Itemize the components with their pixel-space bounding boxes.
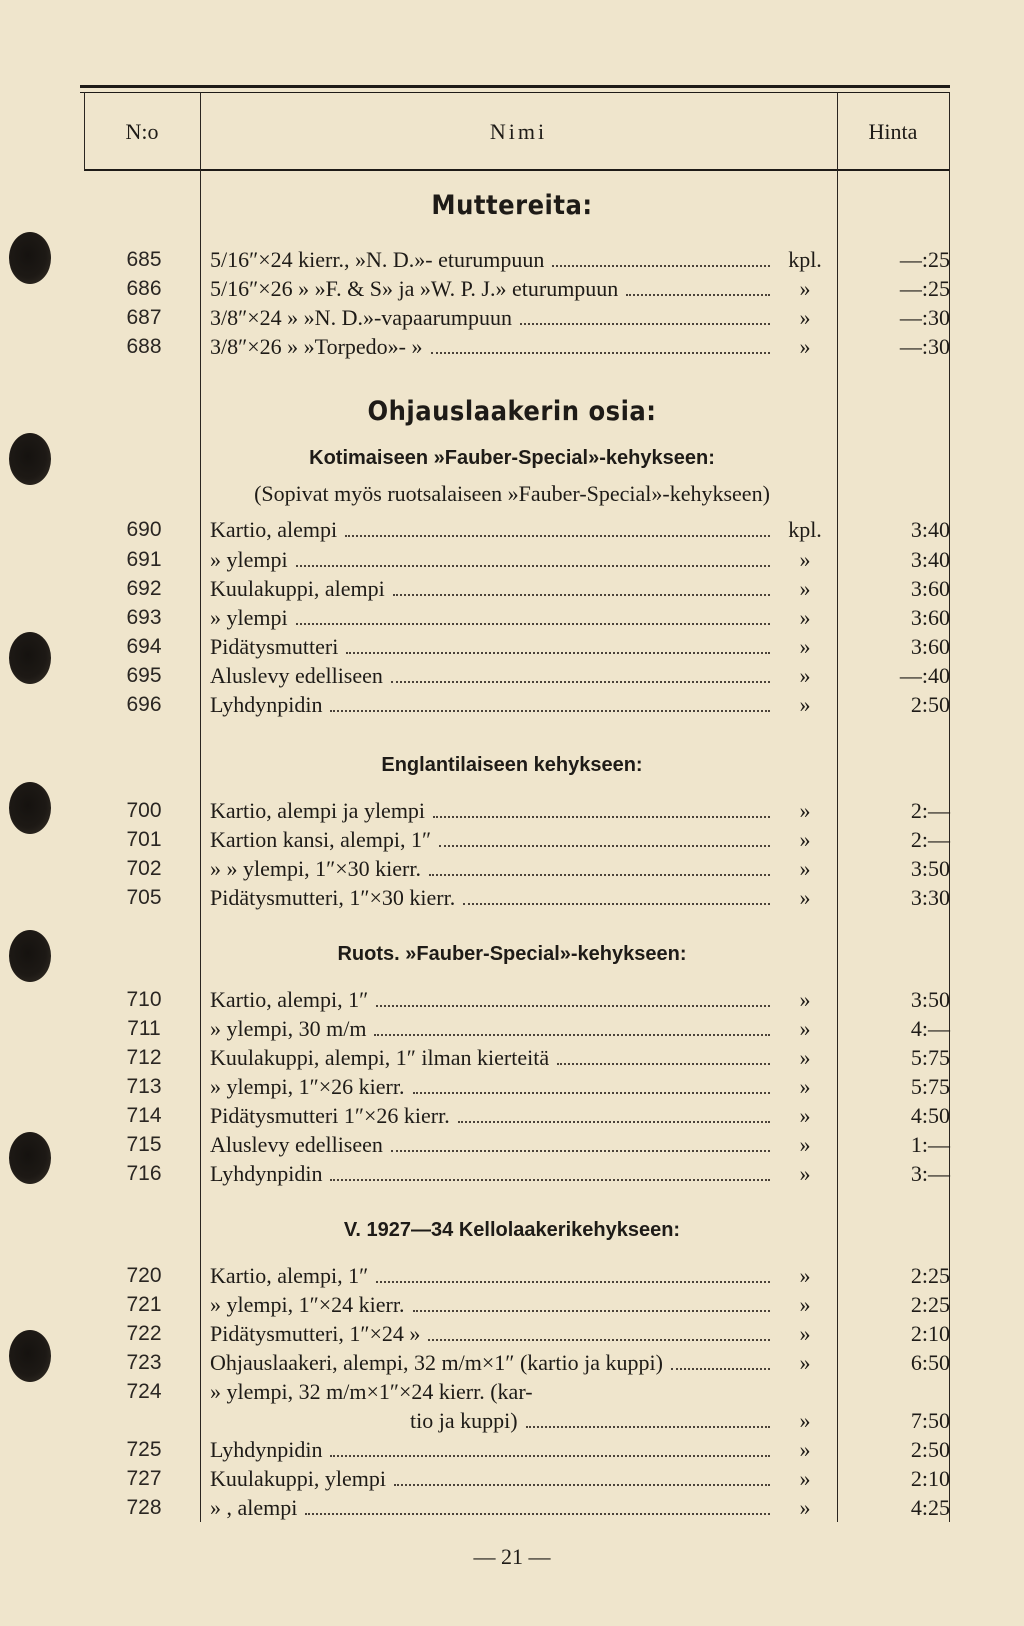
dot-leader bbox=[376, 1261, 770, 1283]
table-row bbox=[0, 1464, 1024, 1493]
item-name: Pidätysmutteri bbox=[210, 634, 339, 659]
item-number: 696 bbox=[126, 693, 162, 716]
dot-leader bbox=[671, 1348, 770, 1370]
item-unit: » bbox=[799, 1132, 811, 1157]
item-name: 3/8″×24 » »N. D.»-vapaarumpuun bbox=[210, 305, 513, 330]
table-row bbox=[0, 303, 1024, 332]
item-name: Lyhdynpidin bbox=[210, 1437, 323, 1462]
item-name: » ylempi, 32 m/m×1″×24 kierr. (kar- bbox=[210, 1379, 533, 1404]
item-number: 713 bbox=[126, 1075, 162, 1098]
item-price: 6:50 bbox=[910, 1350, 950, 1375]
item-number: 711 bbox=[127, 1017, 161, 1040]
item-price: —:30 bbox=[899, 334, 950, 359]
item-name: Kartio, alempi, 1″ bbox=[210, 987, 369, 1012]
table-row bbox=[0, 690, 1024, 719]
item-number: 720 bbox=[126, 1264, 162, 1287]
item-unit: » bbox=[799, 663, 811, 688]
item-name: » ylempi, 30 m/m bbox=[210, 1016, 367, 1041]
item-price: 4:25 bbox=[910, 1495, 950, 1520]
item-unit: kpl. bbox=[788, 247, 822, 272]
item-price: —:25 bbox=[899, 276, 950, 301]
item-name: » ylempi, 1″×24 kierr. bbox=[210, 1292, 405, 1317]
table-row bbox=[0, 545, 1024, 574]
item-name: Kuulakuppi, alempi bbox=[210, 576, 385, 601]
table-row bbox=[0, 574, 1024, 603]
item-name: tio ja kuppi) bbox=[410, 1408, 518, 1433]
item-unit: » bbox=[799, 334, 811, 359]
item-unit: » bbox=[799, 1074, 811, 1099]
item-number: 691 bbox=[126, 548, 162, 571]
item-number: 715 bbox=[126, 1133, 162, 1156]
item-price: 7:50 bbox=[910, 1408, 950, 1433]
dot-leader bbox=[520, 303, 770, 325]
item-unit: » bbox=[799, 1263, 811, 1288]
table-row bbox=[0, 332, 1024, 361]
table-row bbox=[0, 274, 1024, 303]
item-number: 700 bbox=[126, 799, 162, 822]
item-price: 2:25 bbox=[910, 1292, 950, 1317]
section-subtitle: Kotimaiseen »Fauber-Special»-kehykseen: bbox=[309, 447, 715, 469]
item-unit: » bbox=[799, 1495, 811, 1520]
item-price: —:30 bbox=[899, 305, 950, 330]
item-unit: » bbox=[799, 885, 811, 910]
item-unit: kpl. bbox=[788, 517, 822, 542]
dot-leader bbox=[429, 854, 770, 876]
item-name: Lyhdynpidin bbox=[210, 692, 323, 717]
item-number: 721 bbox=[126, 1293, 162, 1316]
item-price: 1:— bbox=[910, 1132, 950, 1157]
item-unit: » bbox=[799, 1437, 811, 1462]
dot-leader bbox=[346, 632, 770, 654]
item-number: 725 bbox=[126, 1438, 162, 1461]
section-note: (Sopivat myös ruotsalaiseen »Fauber-Special»-kehykseen) bbox=[254, 481, 770, 506]
table-row bbox=[0, 1377, 1024, 1406]
item-number: 701 bbox=[126, 828, 162, 851]
item-name: Kartio, alempi ja ylempi bbox=[210, 798, 426, 823]
dot-leader bbox=[330, 690, 770, 712]
item-name: » » ylempi, 1″×30 kierr. bbox=[210, 856, 421, 881]
dot-leader bbox=[345, 515, 770, 537]
page-number: — 21 — bbox=[473, 1544, 551, 1569]
item-unit: » bbox=[799, 1045, 811, 1070]
table-row bbox=[0, 985, 1024, 1014]
table-row bbox=[0, 1014, 1024, 1043]
dot-leader bbox=[428, 1319, 770, 1341]
item-number: 690 bbox=[126, 518, 162, 541]
item-name: Kuulakuppi, ylempi bbox=[210, 1466, 386, 1491]
item-name: » ylempi bbox=[210, 547, 288, 572]
dot-leader bbox=[433, 796, 770, 818]
item-number: 712 bbox=[126, 1046, 162, 1069]
item-number: 727 bbox=[126, 1467, 162, 1490]
item-name: Kuulakuppi, alempi, 1″ ilman kierteitä bbox=[210, 1045, 550, 1070]
item-number: 724 bbox=[126, 1380, 162, 1403]
item-unit: » bbox=[799, 692, 811, 717]
item-number: 723 bbox=[126, 1351, 162, 1374]
table-row bbox=[0, 1348, 1024, 1377]
item-price: 5:75 bbox=[910, 1045, 950, 1070]
dot-leader bbox=[330, 1435, 770, 1457]
dot-leader bbox=[376, 985, 770, 1007]
dot-leader bbox=[413, 1290, 770, 1312]
item-price: —:40 bbox=[899, 663, 950, 688]
item-unit: » bbox=[799, 547, 811, 572]
table-top-rule bbox=[80, 85, 950, 88]
item-price: 5:75 bbox=[910, 1074, 950, 1099]
item-unit: » bbox=[799, 1103, 811, 1128]
dot-leader bbox=[391, 1130, 770, 1152]
dot-leader bbox=[330, 1159, 770, 1181]
table-row bbox=[0, 825, 1024, 854]
item-unit: » bbox=[799, 1350, 811, 1375]
table-row bbox=[0, 1159, 1024, 1188]
item-name: Kartio, alempi, 1″ bbox=[210, 1263, 369, 1288]
dot-leader bbox=[391, 661, 770, 683]
table-row bbox=[0, 1290, 1024, 1319]
item-number: 714 bbox=[126, 1104, 162, 1127]
item-price: 2:50 bbox=[910, 1437, 950, 1462]
item-unit: » bbox=[799, 987, 811, 1012]
item-unit: » bbox=[799, 1016, 811, 1041]
item-name: 5/16″×26 » »F. & S» ja »W. P. J.» eturumpuun bbox=[210, 276, 619, 301]
item-name: 3/8″×26 » »Torpedo»- » bbox=[210, 334, 423, 359]
item-price: 3:40 bbox=[910, 547, 950, 572]
item-price: 3:60 bbox=[910, 634, 950, 659]
item-unit: » bbox=[799, 856, 811, 881]
table-row bbox=[0, 661, 1024, 690]
item-name: » , alempi bbox=[210, 1495, 298, 1520]
dot-leader bbox=[296, 603, 770, 625]
item-name: Pidätysmutteri 1″×26 kierr. bbox=[210, 1103, 450, 1128]
table-row bbox=[0, 245, 1024, 274]
item-unit: » bbox=[799, 827, 811, 852]
item-unit: » bbox=[799, 576, 811, 601]
item-unit: » bbox=[799, 1321, 811, 1346]
table-row bbox=[0, 632, 1024, 661]
table-row bbox=[0, 796, 1024, 825]
item-name: Lyhdynpidin bbox=[210, 1161, 323, 1186]
item-unit: » bbox=[799, 305, 811, 330]
section-title: Muttereita: bbox=[431, 190, 593, 221]
item-unit: » bbox=[799, 1161, 811, 1186]
item-name: Aluslevy edelliseen bbox=[210, 1132, 383, 1157]
item-name: 5/16″×24 kierr., »N. D.»- eturumpuun bbox=[210, 247, 545, 272]
dot-leader bbox=[431, 332, 770, 354]
dot-leader bbox=[394, 1464, 770, 1486]
item-price: 3:60 bbox=[910, 605, 950, 630]
table-row bbox=[0, 1493, 1024, 1522]
item-price: 4:— bbox=[910, 1016, 950, 1041]
dot-leader bbox=[526, 1406, 770, 1428]
item-number: 694 bbox=[126, 635, 162, 658]
item-price: 4:50 bbox=[910, 1103, 950, 1128]
section-title: Ruots. »Fauber-Special»-kehykseen: bbox=[337, 943, 687, 965]
item-price: 3:40 bbox=[910, 517, 950, 542]
item-name: Ohjauslaakeri, alempi, 32 m/m×1″ (kartio ja kuppi) bbox=[210, 1350, 663, 1375]
item-name: Kartio, alempi bbox=[210, 517, 338, 542]
dot-leader bbox=[458, 1101, 770, 1123]
table-row bbox=[0, 1101, 1024, 1130]
item-number: 695 bbox=[126, 664, 162, 687]
item-number: 693 bbox=[126, 606, 162, 629]
table-row bbox=[0, 603, 1024, 632]
table-row bbox=[0, 854, 1024, 883]
table-row bbox=[0, 1261, 1024, 1290]
table-row bbox=[0, 1319, 1024, 1348]
header-bottom-rule bbox=[84, 169, 949, 171]
item-price: 3:30 bbox=[910, 885, 950, 910]
table-row bbox=[0, 883, 1024, 912]
item-price: 2:10 bbox=[910, 1466, 950, 1491]
section-title: Ohjauslaakerin osia: bbox=[367, 396, 657, 427]
table-row bbox=[0, 1130, 1024, 1159]
item-name: » ylempi, 1″×26 kierr. bbox=[210, 1074, 405, 1099]
dot-leader bbox=[626, 274, 770, 296]
item-number: 686 bbox=[126, 277, 162, 300]
item-price: 3:60 bbox=[910, 576, 950, 601]
item-number: 687 bbox=[126, 306, 162, 329]
table-row bbox=[0, 515, 1024, 544]
dot-leader bbox=[413, 1072, 770, 1094]
item-unit: » bbox=[799, 605, 811, 630]
item-number: 728 bbox=[126, 1496, 162, 1519]
item-price: 2:50 bbox=[910, 692, 950, 717]
item-unit: » bbox=[799, 1292, 811, 1317]
item-price: 3:50 bbox=[910, 856, 950, 881]
item-price: 2:— bbox=[910, 798, 950, 823]
column-header-price: Hinta bbox=[868, 119, 918, 144]
table-top-rule-thin bbox=[80, 92, 950, 93]
item-unit: » bbox=[799, 1408, 811, 1433]
item-number: 685 bbox=[126, 248, 162, 271]
item-unit: » bbox=[799, 1466, 811, 1491]
dot-leader bbox=[463, 883, 770, 905]
dot-leader bbox=[439, 825, 770, 847]
dot-leader bbox=[296, 545, 770, 567]
item-price: 3:50 bbox=[910, 987, 950, 1012]
item-number: 705 bbox=[126, 886, 162, 909]
column-header-name: Nimi bbox=[489, 119, 548, 144]
dot-leader bbox=[305, 1493, 770, 1515]
section-title: V. 1927—34 Kellolaakerikehykseen: bbox=[343, 1219, 681, 1241]
item-unit: » bbox=[799, 798, 811, 823]
item-number: 692 bbox=[126, 577, 162, 600]
item-unit: » bbox=[799, 276, 811, 301]
table-row bbox=[0, 1406, 1024, 1435]
dot-leader bbox=[374, 1014, 770, 1036]
table-row bbox=[0, 1435, 1024, 1464]
item-price: —:25 bbox=[899, 247, 950, 272]
item-unit: » bbox=[799, 634, 811, 659]
item-number: 722 bbox=[126, 1322, 162, 1345]
column-header-no: N:o bbox=[125, 119, 159, 144]
item-number: 710 bbox=[126, 988, 162, 1011]
item-name: Pidätysmutteri, 1″×24 » bbox=[210, 1321, 421, 1346]
dot-leader bbox=[393, 574, 770, 596]
item-price: 2:10 bbox=[910, 1321, 950, 1346]
item-number: 716 bbox=[126, 1162, 162, 1185]
item-price: 3:— bbox=[910, 1161, 950, 1186]
item-number: 688 bbox=[126, 335, 162, 358]
item-price: 2:25 bbox=[910, 1263, 950, 1288]
item-price: 2:— bbox=[910, 827, 950, 852]
section-title: Englantilaiseen kehykseen: bbox=[381, 754, 643, 776]
dot-leader bbox=[552, 245, 770, 267]
item-name: Kartion kansi, alempi, 1″ bbox=[210, 827, 432, 852]
item-number: 702 bbox=[126, 857, 162, 880]
item-name: Pidätysmutteri, 1″×30 kierr. bbox=[210, 885, 456, 910]
dot-leader bbox=[557, 1043, 770, 1065]
table-row bbox=[0, 1072, 1024, 1101]
item-name: Aluslevy edelliseen bbox=[210, 663, 383, 688]
item-name: » ylempi bbox=[210, 605, 288, 630]
table-row bbox=[0, 1043, 1024, 1072]
